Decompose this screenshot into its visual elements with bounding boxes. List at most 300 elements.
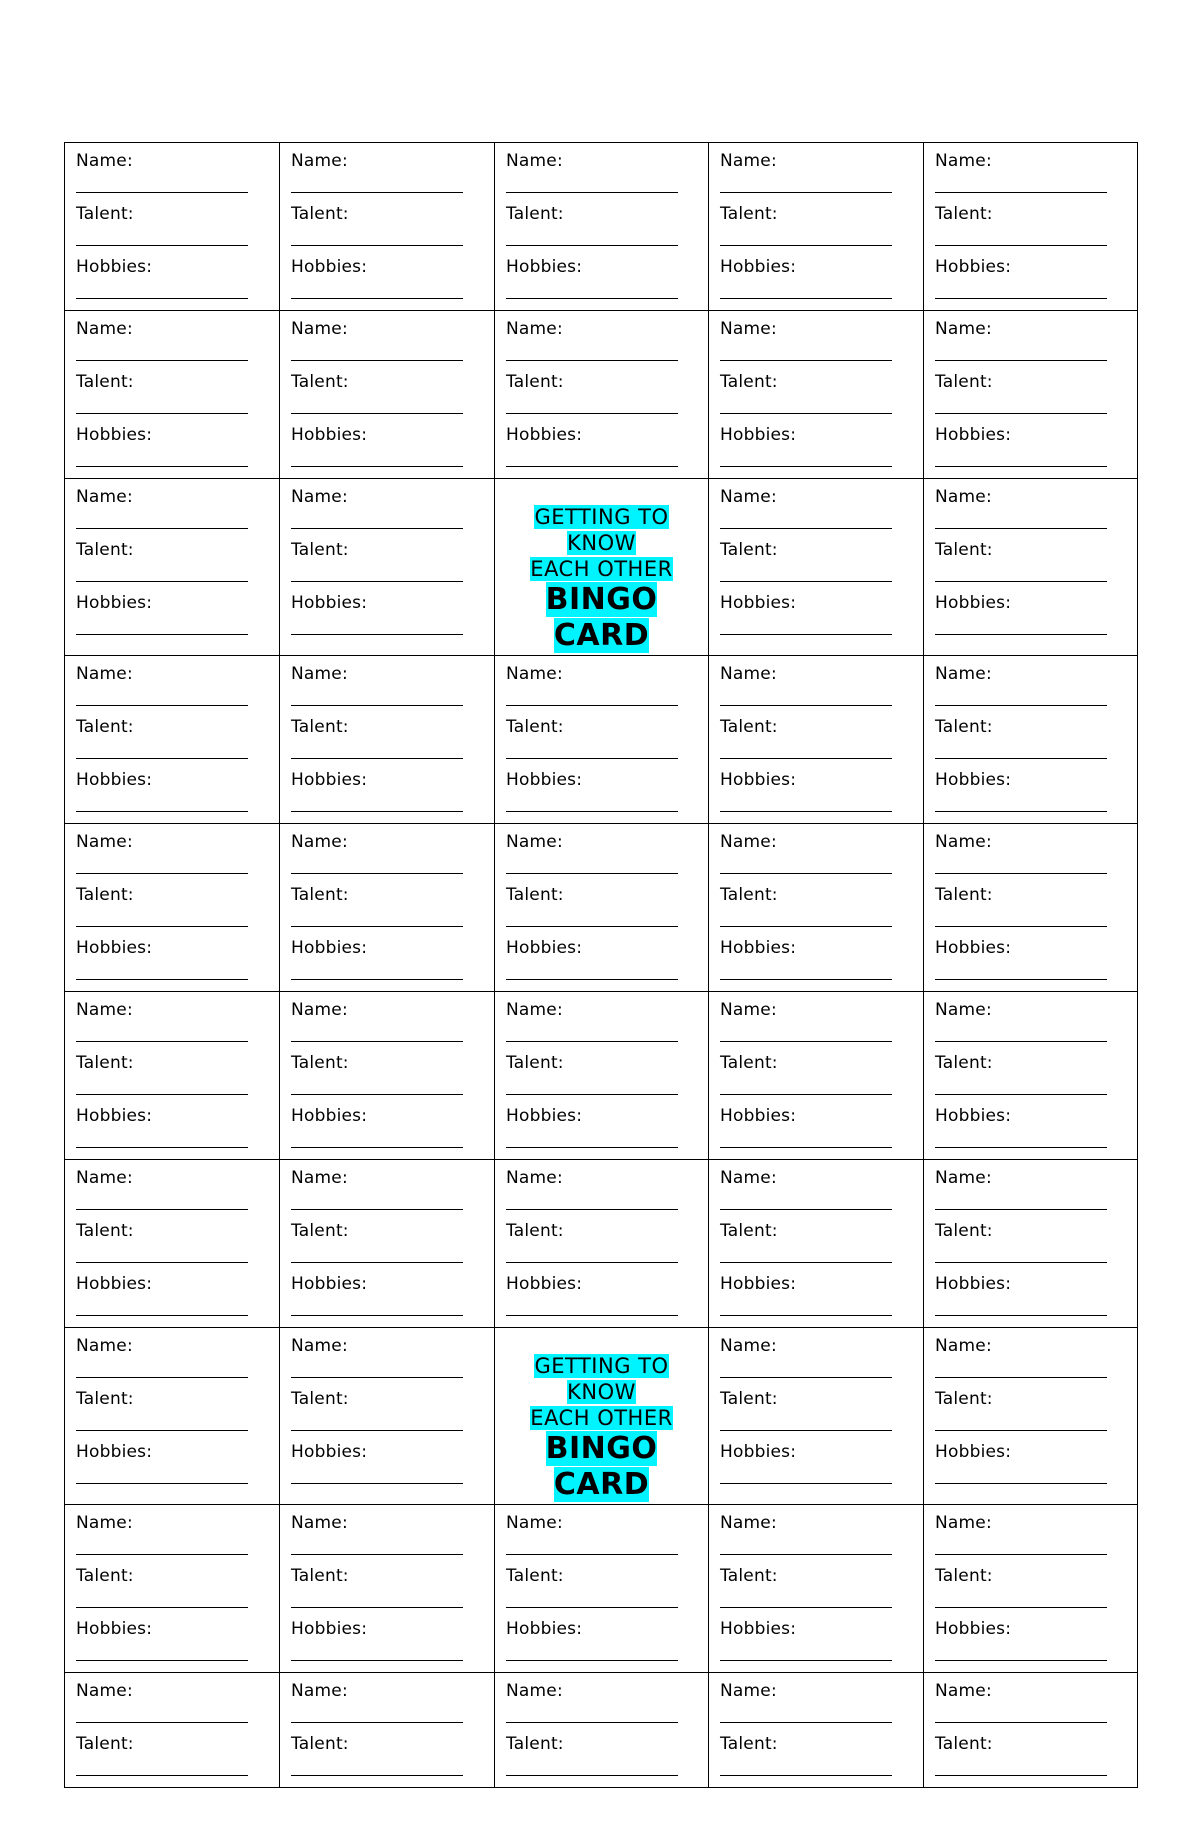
name-write-line[interactable] bbox=[291, 1722, 463, 1723]
hobbies-write-line[interactable] bbox=[506, 811, 678, 812]
talent-field[interactable] bbox=[506, 1221, 698, 1274]
talent-field[interactable] bbox=[506, 1734, 698, 1787]
hobbies-write-line[interactable] bbox=[506, 1660, 678, 1661]
talent-field[interactable] bbox=[720, 1566, 913, 1619]
name-field[interactable] bbox=[506, 1000, 698, 1053]
hobbies-write-line[interactable] bbox=[291, 1147, 463, 1148]
talent-write-line[interactable] bbox=[720, 1262, 892, 1263]
hobbies-field[interactable] bbox=[76, 1106, 269, 1159]
hobbies-write-line[interactable] bbox=[935, 634, 1107, 635]
bingo-square bbox=[495, 656, 709, 824]
talent-write-line[interactable] bbox=[76, 581, 248, 582]
name-write-line[interactable] bbox=[935, 705, 1107, 706]
bingo-square bbox=[280, 311, 495, 479]
name-field[interactable] bbox=[935, 1336, 1127, 1389]
name-field[interactable] bbox=[506, 832, 698, 885]
talent-field[interactable] bbox=[506, 717, 698, 770]
talent-write-line[interactable] bbox=[506, 926, 678, 927]
name-write-line[interactable] bbox=[291, 1554, 463, 1555]
talent-field[interactable] bbox=[76, 204, 269, 257]
hobbies-write-line[interactable] bbox=[76, 298, 248, 299]
talent-field[interactable] bbox=[506, 372, 698, 425]
hobbies-write-line[interactable] bbox=[76, 1660, 248, 1661]
name-write-line[interactable] bbox=[291, 1209, 463, 1210]
hobbies-write-line[interactable] bbox=[935, 298, 1107, 299]
talent-field[interactable] bbox=[720, 885, 913, 938]
talent-field[interactable] bbox=[720, 204, 913, 257]
talent-write-line[interactable] bbox=[76, 926, 248, 927]
talent-write-line[interactable] bbox=[935, 926, 1107, 927]
hobbies-field[interactable] bbox=[506, 1106, 698, 1159]
hobbies-field[interactable] bbox=[720, 1619, 913, 1672]
name-field[interactable] bbox=[76, 1681, 269, 1734]
hobbies-field[interactable] bbox=[720, 770, 913, 823]
talent-field[interactable] bbox=[935, 540, 1127, 593]
name-field[interactable] bbox=[76, 1336, 269, 1389]
talent-write-line[interactable] bbox=[291, 1775, 463, 1776]
talent-field[interactable] bbox=[76, 1053, 269, 1106]
talent-write-line[interactable] bbox=[506, 1607, 678, 1608]
hobbies-field[interactable] bbox=[76, 1442, 269, 1495]
talent-field[interactable] bbox=[935, 885, 1127, 938]
hobbies-write-line[interactable] bbox=[935, 1483, 1107, 1484]
hobbies-field[interactable] bbox=[76, 770, 269, 823]
talent-write-line[interactable] bbox=[720, 1607, 892, 1608]
hobbies-field[interactable] bbox=[76, 425, 269, 478]
talent-field[interactable] bbox=[720, 540, 913, 593]
name-write-line[interactable] bbox=[76, 528, 248, 529]
talent-write-line[interactable] bbox=[506, 245, 678, 246]
talent-field[interactable] bbox=[76, 885, 269, 938]
hobbies-label: Hobbies: bbox=[935, 1274, 1012, 1294]
name-field[interactable] bbox=[76, 151, 269, 204]
talent-write-line[interactable] bbox=[76, 758, 248, 759]
hobbies-write-line[interactable] bbox=[506, 466, 678, 467]
name-write-line[interactable] bbox=[935, 192, 1107, 193]
name-write-line[interactable] bbox=[720, 705, 892, 706]
name-write-line[interactable] bbox=[720, 528, 892, 529]
name-label: Name: bbox=[291, 319, 348, 339]
talent-field[interactable] bbox=[291, 540, 484, 593]
name-write-line[interactable] bbox=[76, 1377, 248, 1378]
talent-label: Talent: bbox=[291, 717, 349, 737]
talent-write-line[interactable] bbox=[291, 758, 463, 759]
name-write-line[interactable] bbox=[291, 360, 463, 361]
name-field[interactable] bbox=[291, 1681, 484, 1734]
name-field[interactable] bbox=[291, 832, 484, 885]
name-field[interactable] bbox=[935, 664, 1127, 717]
hobbies-write-line[interactable] bbox=[720, 634, 892, 635]
talent-write-line[interactable] bbox=[935, 1775, 1107, 1776]
name-write-line[interactable] bbox=[291, 1377, 463, 1378]
name-write-line[interactable] bbox=[506, 705, 678, 706]
talent-write-line[interactable] bbox=[935, 1607, 1107, 1608]
hobbies-field[interactable] bbox=[76, 1619, 269, 1672]
name-write-line[interactable] bbox=[291, 1041, 463, 1042]
hobbies-label: Hobbies: bbox=[506, 1619, 583, 1639]
talent-write-line[interactable] bbox=[720, 581, 892, 582]
hobbies-field[interactable] bbox=[935, 1106, 1127, 1159]
name-field[interactable] bbox=[935, 1681, 1127, 1734]
hobbies-field[interactable] bbox=[291, 938, 484, 991]
name-field[interactable] bbox=[506, 1513, 698, 1566]
talent-write-line[interactable] bbox=[935, 1262, 1107, 1263]
name-write-line[interactable] bbox=[935, 1209, 1107, 1210]
talent-field[interactable] bbox=[291, 1566, 484, 1619]
hobbies-write-line[interactable] bbox=[506, 1315, 678, 1316]
talent-write-line[interactable] bbox=[506, 1775, 678, 1776]
name-write-line[interactable] bbox=[76, 1209, 248, 1210]
talent-field[interactable] bbox=[291, 1221, 484, 1274]
name-field[interactable] bbox=[506, 151, 698, 204]
hobbies-field[interactable] bbox=[506, 770, 698, 823]
name-write-line[interactable] bbox=[76, 873, 248, 874]
hobbies-label: Hobbies: bbox=[76, 257, 153, 277]
name-write-line[interactable] bbox=[506, 1209, 678, 1210]
talent-field[interactable] bbox=[506, 1566, 698, 1619]
talent-write-line[interactable] bbox=[291, 1094, 463, 1095]
name-field[interactable] bbox=[935, 487, 1127, 540]
hobbies-write-line[interactable] bbox=[720, 1660, 892, 1661]
hobbies-write-line[interactable] bbox=[76, 466, 248, 467]
talent-write-line[interactable] bbox=[720, 926, 892, 927]
hobbies-write-line[interactable] bbox=[935, 1660, 1107, 1661]
hobbies-field[interactable] bbox=[935, 938, 1127, 991]
hobbies-field[interactable] bbox=[291, 1106, 484, 1159]
hobbies-field[interactable] bbox=[291, 593, 484, 646]
talent-field[interactable] bbox=[291, 717, 484, 770]
name-field[interactable] bbox=[76, 664, 269, 717]
talent-label: Talent: bbox=[506, 372, 564, 392]
hobbies-write-line[interactable] bbox=[506, 1147, 678, 1148]
talent-write-line[interactable] bbox=[506, 1262, 678, 1263]
hobbies-write-line[interactable] bbox=[935, 1315, 1107, 1316]
talent-field[interactable] bbox=[291, 885, 484, 938]
name-field[interactable] bbox=[720, 1000, 913, 1053]
name-field[interactable] bbox=[291, 319, 484, 372]
talent-field[interactable] bbox=[291, 372, 484, 425]
talent-field[interactable] bbox=[935, 372, 1127, 425]
hobbies-field[interactable] bbox=[720, 1442, 913, 1495]
talent-field[interactable] bbox=[935, 717, 1127, 770]
talent-write-line[interactable] bbox=[76, 1094, 248, 1095]
name-field[interactable] bbox=[291, 1168, 484, 1221]
name-field[interactable] bbox=[506, 664, 698, 717]
talent-field[interactable] bbox=[506, 885, 698, 938]
hobbies-field[interactable] bbox=[506, 425, 698, 478]
name-write-line[interactable] bbox=[506, 1041, 678, 1042]
talent-write-line[interactable] bbox=[506, 1094, 678, 1095]
hobbies-field[interactable] bbox=[291, 1619, 484, 1672]
talent-field[interactable] bbox=[720, 1389, 913, 1442]
hobbies-write-line[interactable] bbox=[720, 1483, 892, 1484]
talent-field[interactable] bbox=[291, 1734, 484, 1787]
talent-write-line[interactable] bbox=[291, 245, 463, 246]
name-write-line[interactable] bbox=[720, 1377, 892, 1378]
hobbies-write-line[interactable] bbox=[291, 811, 463, 812]
talent-field[interactable] bbox=[935, 1389, 1127, 1442]
bingo-square bbox=[924, 1160, 1138, 1328]
name-field[interactable] bbox=[720, 1168, 913, 1221]
talent-write-line[interactable] bbox=[935, 581, 1107, 582]
talent-write-line[interactable] bbox=[291, 413, 463, 414]
talent-label: Talent: bbox=[76, 1566, 134, 1586]
name-field[interactable] bbox=[506, 1681, 698, 1734]
bingo-square bbox=[65, 992, 280, 1160]
name-field[interactable] bbox=[291, 1000, 484, 1053]
hobbies-write-line[interactable] bbox=[76, 1483, 248, 1484]
talent-field[interactable] bbox=[76, 372, 269, 425]
hobbies-write-line[interactable] bbox=[291, 298, 463, 299]
bingo-square bbox=[280, 1673, 495, 1788]
name-write-line[interactable] bbox=[720, 1722, 892, 1723]
hobbies-field[interactable] bbox=[935, 770, 1127, 823]
name-write-line[interactable] bbox=[506, 1722, 678, 1723]
talent-field[interactable] bbox=[76, 540, 269, 593]
hobbies-write-line[interactable] bbox=[720, 1315, 892, 1316]
name-write-line[interactable] bbox=[76, 705, 248, 706]
name-field[interactable] bbox=[291, 1513, 484, 1566]
talent-field[interactable] bbox=[291, 1389, 484, 1442]
name-field[interactable] bbox=[935, 319, 1127, 372]
hobbies-field[interactable] bbox=[935, 1619, 1127, 1672]
talent-write-line[interactable] bbox=[720, 245, 892, 246]
hobbies-write-line[interactable] bbox=[291, 466, 463, 467]
talent-field[interactable] bbox=[76, 1734, 269, 1787]
hobbies-field[interactable] bbox=[76, 257, 269, 310]
name-field[interactable] bbox=[935, 1513, 1127, 1566]
hobbies-field[interactable] bbox=[291, 1274, 484, 1327]
hobbies-write-line[interactable] bbox=[935, 466, 1107, 467]
hobbies-field[interactable] bbox=[935, 1274, 1127, 1327]
name-field[interactable] bbox=[720, 1681, 913, 1734]
hobbies-write-line[interactable] bbox=[720, 466, 892, 467]
hobbies-write-line[interactable] bbox=[291, 1315, 463, 1316]
talent-write-line[interactable] bbox=[76, 1262, 248, 1263]
name-write-line[interactable] bbox=[76, 192, 248, 193]
hobbies-write-line[interactable] bbox=[76, 634, 248, 635]
hobbies-field[interactable] bbox=[935, 1442, 1127, 1495]
bingo-square bbox=[709, 992, 924, 1160]
name-write-line[interactable] bbox=[720, 873, 892, 874]
hobbies-label: Hobbies: bbox=[291, 1274, 368, 1294]
name-field[interactable] bbox=[935, 832, 1127, 885]
talent-field[interactable] bbox=[935, 1734, 1127, 1787]
talent-write-line[interactable] bbox=[935, 1430, 1107, 1431]
talent-write-line[interactable] bbox=[76, 1607, 248, 1608]
name-write-line[interactable] bbox=[720, 1041, 892, 1042]
talent-field[interactable] bbox=[291, 1053, 484, 1106]
talent-field[interactable] bbox=[720, 1053, 913, 1106]
name-field[interactable] bbox=[291, 487, 484, 540]
hobbies-write-line[interactable] bbox=[506, 979, 678, 980]
hobbies-field[interactable] bbox=[291, 425, 484, 478]
name-write-line[interactable] bbox=[935, 360, 1107, 361]
name-write-line[interactable] bbox=[291, 528, 463, 529]
hobbies-label: Hobbies: bbox=[291, 770, 368, 790]
name-field[interactable] bbox=[720, 151, 913, 204]
talent-write-line[interactable] bbox=[76, 413, 248, 414]
talent-field[interactable] bbox=[935, 204, 1127, 257]
name-field[interactable] bbox=[720, 487, 913, 540]
talent-field[interactable] bbox=[76, 1566, 269, 1619]
name-write-line[interactable] bbox=[935, 528, 1107, 529]
hobbies-field[interactable] bbox=[720, 257, 913, 310]
hobbies-field[interactable] bbox=[506, 1619, 698, 1672]
talent-write-line[interactable] bbox=[291, 1430, 463, 1431]
name-write-line[interactable] bbox=[720, 1209, 892, 1210]
hobbies-write-line[interactable] bbox=[935, 811, 1107, 812]
hobbies-write-line[interactable] bbox=[76, 1315, 248, 1316]
hobbies-field[interactable] bbox=[76, 1274, 269, 1327]
hobbies-field[interactable] bbox=[720, 425, 913, 478]
hobbies-field[interactable] bbox=[720, 938, 913, 991]
hobbies-field[interactable] bbox=[506, 1274, 698, 1327]
hobbies-field[interactable] bbox=[76, 593, 269, 646]
name-write-line[interactable] bbox=[935, 1722, 1107, 1723]
talent-field[interactable] bbox=[291, 204, 484, 257]
talent-field[interactable] bbox=[720, 1734, 913, 1787]
talent-label: Talent: bbox=[291, 885, 349, 905]
talent-field[interactable] bbox=[935, 1053, 1127, 1106]
name-field[interactable] bbox=[720, 1336, 913, 1389]
talent-write-line[interactable] bbox=[720, 413, 892, 414]
hobbies-write-line[interactable] bbox=[291, 634, 463, 635]
hobbies-write-line[interactable] bbox=[935, 1147, 1107, 1148]
hobbies-write-line[interactable] bbox=[720, 1147, 892, 1148]
name-field[interactable] bbox=[720, 319, 913, 372]
hobbies-write-line[interactable] bbox=[76, 811, 248, 812]
name-write-line[interactable] bbox=[506, 873, 678, 874]
talent-label: Talent: bbox=[935, 1389, 993, 1409]
talent-field[interactable] bbox=[935, 1221, 1127, 1274]
name-write-line[interactable] bbox=[76, 1041, 248, 1042]
talent-field[interactable] bbox=[720, 372, 913, 425]
talent-write-line[interactable] bbox=[291, 1607, 463, 1608]
hobbies-field[interactable] bbox=[935, 257, 1127, 310]
name-write-line[interactable] bbox=[76, 360, 248, 361]
talent-write-line[interactable] bbox=[76, 1775, 248, 1776]
name-field[interactable] bbox=[506, 319, 698, 372]
name-field[interactable] bbox=[720, 664, 913, 717]
name-field[interactable] bbox=[720, 1513, 913, 1566]
hobbies-field[interactable] bbox=[720, 1274, 913, 1327]
bingo-square bbox=[65, 1160, 280, 1328]
name-field[interactable] bbox=[291, 664, 484, 717]
talent-write-line[interactable] bbox=[720, 1430, 892, 1431]
hobbies-write-line[interactable] bbox=[291, 1483, 463, 1484]
name-field[interactable] bbox=[935, 151, 1127, 204]
name-field[interactable] bbox=[76, 1168, 269, 1221]
name-field[interactable] bbox=[291, 151, 484, 204]
talent-field[interactable] bbox=[720, 717, 913, 770]
talent-write-line[interactable] bbox=[506, 758, 678, 759]
name-field[interactable] bbox=[720, 832, 913, 885]
talent-field[interactable] bbox=[76, 1389, 269, 1442]
hobbies-write-line[interactable] bbox=[506, 298, 678, 299]
hobbies-write-line[interactable] bbox=[291, 1660, 463, 1661]
name-write-line[interactable] bbox=[506, 1554, 678, 1555]
name-field[interactable] bbox=[76, 487, 269, 540]
name-write-line[interactable] bbox=[720, 192, 892, 193]
name-write-line[interactable] bbox=[935, 1377, 1107, 1378]
name-write-line[interactable] bbox=[506, 192, 678, 193]
hobbies-field[interactable] bbox=[291, 770, 484, 823]
hobbies-write-line[interactable] bbox=[935, 979, 1107, 980]
name-write-line[interactable] bbox=[291, 705, 463, 706]
hobbies-field[interactable] bbox=[720, 593, 913, 646]
hobbies-write-line[interactable] bbox=[291, 979, 463, 980]
name-write-line[interactable] bbox=[76, 1554, 248, 1555]
talent-label: Talent: bbox=[506, 885, 564, 905]
hobbies-field[interactable] bbox=[291, 1442, 484, 1495]
name-write-line[interactable] bbox=[720, 360, 892, 361]
bingo-row bbox=[65, 824, 1138, 992]
name-write-line[interactable] bbox=[935, 1041, 1107, 1042]
name-field[interactable] bbox=[291, 1336, 484, 1389]
talent-field[interactable] bbox=[76, 717, 269, 770]
talent-write-line[interactable] bbox=[76, 1430, 248, 1431]
talent-field[interactable] bbox=[506, 204, 698, 257]
talent-write-line[interactable] bbox=[720, 1094, 892, 1095]
bingo-row bbox=[65, 992, 1138, 1160]
hobbies-write-line[interactable] bbox=[720, 979, 892, 980]
hobbies-field[interactable] bbox=[935, 593, 1127, 646]
talent-write-line[interactable] bbox=[720, 1775, 892, 1776]
talent-write-line[interactable] bbox=[76, 245, 248, 246]
name-field[interactable] bbox=[935, 1168, 1127, 1221]
name-field[interactable] bbox=[76, 1513, 269, 1566]
talent-field[interactable] bbox=[76, 1221, 269, 1274]
talent-write-line[interactable] bbox=[291, 926, 463, 927]
talent-write-line[interactable] bbox=[720, 758, 892, 759]
hobbies-field[interactable] bbox=[291, 257, 484, 310]
name-field[interactable] bbox=[76, 1000, 269, 1053]
talent-field[interactable] bbox=[935, 1566, 1127, 1619]
talent-write-line[interactable] bbox=[935, 245, 1107, 246]
name-field[interactable] bbox=[76, 319, 269, 372]
talent-field[interactable] bbox=[506, 1053, 698, 1106]
hobbies-write-line[interactable] bbox=[720, 298, 892, 299]
name-write-line[interactable] bbox=[76, 1722, 248, 1723]
name-write-line[interactable] bbox=[720, 1554, 892, 1555]
name-write-line[interactable] bbox=[935, 1554, 1107, 1555]
talent-write-line[interactable] bbox=[935, 413, 1107, 414]
hobbies-write-line[interactable] bbox=[76, 1147, 248, 1148]
name-write-line[interactable] bbox=[506, 360, 678, 361]
talent-write-line[interactable] bbox=[935, 758, 1107, 759]
hobbies-field[interactable] bbox=[720, 1106, 913, 1159]
hobbies-write-line[interactable] bbox=[76, 979, 248, 980]
talent-field[interactable] bbox=[720, 1221, 913, 1274]
name-field[interactable] bbox=[935, 1000, 1127, 1053]
name-field[interactable] bbox=[76, 832, 269, 885]
hobbies-field[interactable] bbox=[935, 425, 1127, 478]
hobbies-field[interactable] bbox=[506, 257, 698, 310]
talent-write-line[interactable] bbox=[291, 581, 463, 582]
name-field[interactable] bbox=[506, 1168, 698, 1221]
name-write-line[interactable] bbox=[291, 192, 463, 193]
talent-label: Talent: bbox=[935, 717, 993, 737]
talent-write-line[interactable] bbox=[291, 1262, 463, 1263]
talent-write-line[interactable] bbox=[935, 1094, 1107, 1095]
talent-write-line[interactable] bbox=[506, 413, 678, 414]
hobbies-field[interactable] bbox=[76, 938, 269, 991]
hobbies-write-line[interactable] bbox=[720, 811, 892, 812]
name-write-line[interactable] bbox=[291, 873, 463, 874]
name-write-line[interactable] bbox=[935, 873, 1107, 874]
hobbies-field[interactable] bbox=[506, 938, 698, 991]
